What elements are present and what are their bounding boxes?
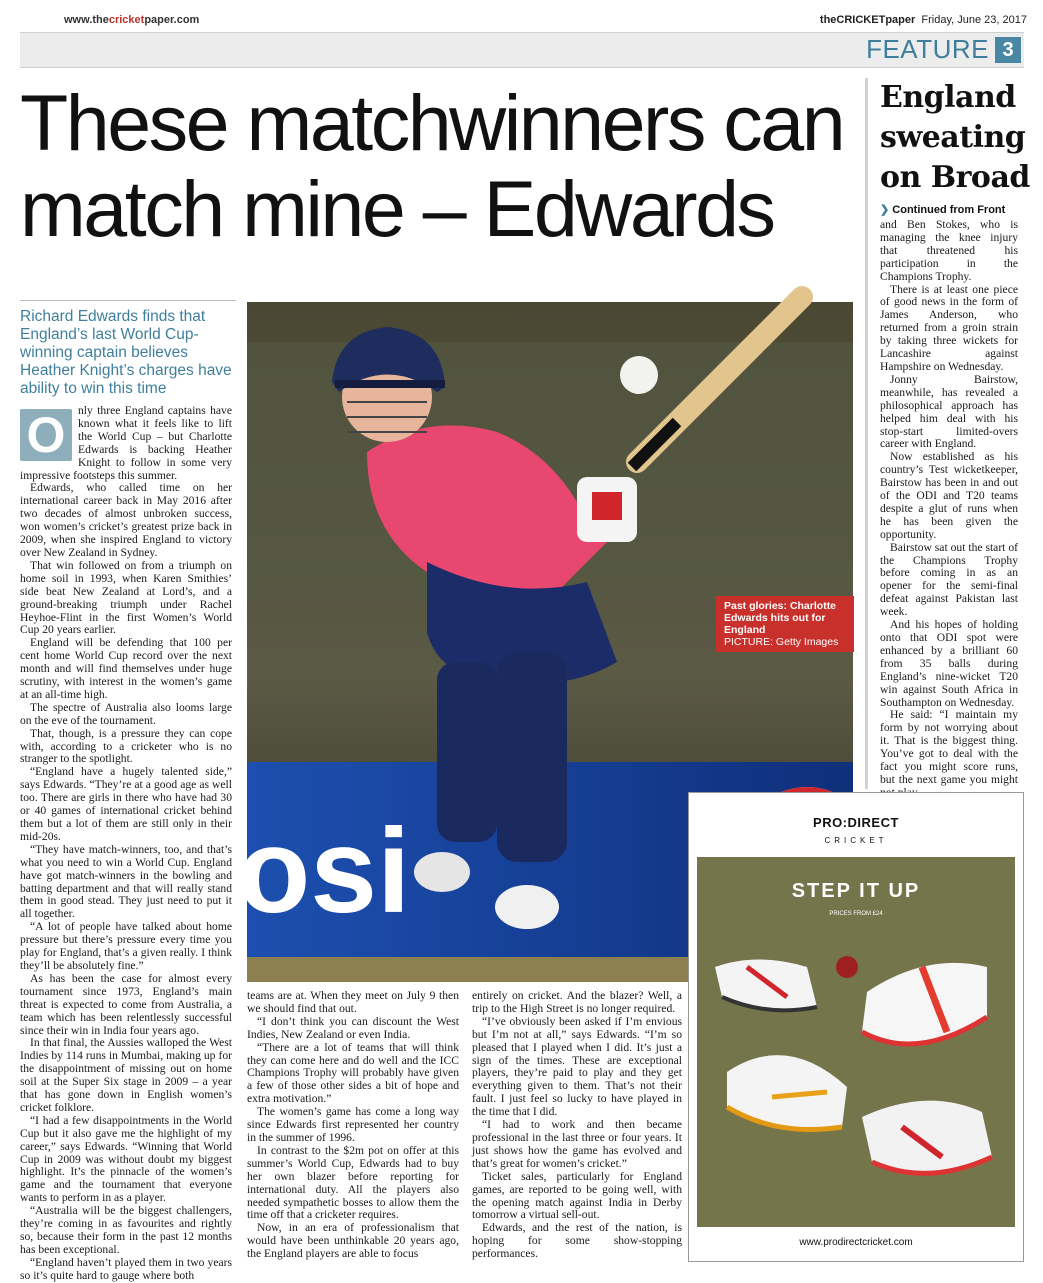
photo-credit: PICTURE: Getty Images — [724, 636, 839, 648]
paragraph: The spectre of Australia also looms large on the eve of the tournament. — [20, 700, 232, 727]
paragraph: “I had a few disappointments in the World Cup but it also gave me the highlight of my career,” says Edwards. “Winning that World Cup in 2009 was without doubt my biggest highlight. It’s the pinnacle of the women’s game and the tournament that everyone wants to perform in as a player. — [20, 1113, 232, 1205]
chevron-right-icon: ❯ — [880, 204, 890, 216]
paragraph: As has been the case for almost every tournament since 1973, England’s main threat is expected to come from Australia, a team which has been relentlessly successful since their win in India four years ago. — [20, 971, 232, 1037]
drop-cap: O — [20, 409, 72, 461]
paragraph: “England haven’t played them in two years so it’s quite hard to gauge where both — [20, 1255, 232, 1282]
article-column-3 — [472, 990, 682, 1262]
sidebar-column — [880, 219, 1018, 789]
paragraph: Now established as his country’s Test wicketkeeper, Bairstow has been in and out of the ODI and T20 teams despite a glut of runs when he has been given the opportunity. — [880, 450, 1018, 541]
paragraph: Ticket sales, particularly for England games, are reported to be going well, with the opening match against India in Derby tomorrow a virtual sell-out. — [472, 1169, 682, 1222]
paragraph: entirely on cricket. And the blazer? Well, a trip to the High Street is no longer required. — [472, 989, 682, 1015]
advert-logo: PRO:DIRECT — [813, 815, 899, 830]
paragraph: There is at least one piece of good news in the form of James Anderson, who returned from a groin strain by taking three wickets for Lancashire against Hampshire on Wednesday. — [880, 282, 1018, 373]
paragraph: “I had to work and then became professional in the last three or four years. It just shows how the game has evolved and that’s great for women’s cricket.” — [472, 1118, 682, 1170]
column-divider — [865, 78, 868, 789]
paragraph: The women’s game has come a long way since Edwards first represented her country in the summer of 1996. — [247, 1105, 459, 1144]
paragraph: In that final, the Aussies walloped the West Indies by 114 runs in Mumbai, making up for the disappointment of missing out on home soil at the Super Six stage in 2009 – a year that has gone down in English women’s cricket folklore. — [20, 1036, 232, 1114]
continued-from-front: ❯ Continued from Front — [880, 204, 1006, 216]
brand-logo: theCRICKETpaper — [819, 14, 916, 26]
sidebar-headline: England sweating on Broad — [880, 80, 1030, 195]
paragraph: teams are at. When they meet on July 9 then we should find that out. — [247, 989, 459, 1015]
paragraph: “I don’t think you can discount the West Indies, New Zealand or even India. — [247, 1014, 459, 1041]
advert-price: PRICES FROM £24 — [829, 911, 883, 917]
paragraph: Bairstow sat out the start of the Champions Trophy before coming in as an opener for the semi-final defeat against Pakistan last week. — [880, 540, 1018, 619]
paragraph: “A lot of people have talked about home pressure but there’s pressure every time you play for England, that’s a given really. I think they’ll be absolutely fine.” — [20, 920, 232, 972]
paragraph: nly three England captains have known what it feels like to lift the World Cup – but Charlotte Edwards is backing Heather Knight to follow in some very impressive footsteps this summer. — [20, 404, 232, 482]
paragraph: And his hopes of holding onto that ODI spot were enhanced by a brilliant 60 from 35 balls during England’s nine-wicket T20 win against South Africa in Southampton on Wednesday. — [880, 618, 1018, 709]
paragraph: That, though, is a pressure they can cope with, according to a cricketer who is no stranger to the spotlight. — [20, 726, 232, 766]
paragraph: “I’ve obviously been asked if I’m envious but I’m not at all,” says Edwards. “I’m so pleased that I played when I did. It’s just a sign of the times. These are exceptional players, they’re paid to play and they get everything given to them. That’s not their fault. I just feel so lucky to have played in the time that I did. — [472, 1014, 682, 1119]
paragraph: In contrast to the $2m pot on offer at this summer’s World Cup, Edwards had to buy her own blazer before reporting for international duty. All the players also needed sympathetic bosses to allow them the time off that a cricketer requires. — [247, 1143, 459, 1222]
paragraph: Now, in an era of professionalism that would have been unthinkable 20 years ago, the England players are able to focus — [247, 1221, 459, 1261]
page-number: 3 — [995, 37, 1021, 63]
issue-date: Friday, June 23, 2017 — [921, 14, 1027, 26]
paragraph: England will be defending that 100 per cent home World Cup record over the next month and will find themselves under huge scrutiny, with interest in the women’s game at an all-time high. — [20, 636, 232, 701]
photo-caption — [716, 596, 854, 652]
paragraph: “England have a hugely talented side,” says Edwards. “They’re at a good age as well too. There are girls in there who have had 30 or 40 games of international cricket behind them but a lot of them are still only in their mid-20s. — [20, 765, 232, 843]
paragraph: “There are a lot of teams that will think they can come here and do well and the ICC Champions Trophy will probably have given a few of those other sides a bit of hope and extra motivation.” — [247, 1040, 459, 1106]
shoe-shape — [862, 1101, 992, 1174]
caption-text: Past glories: Charlotte Edwards hits out for England — [724, 600, 837, 636]
advert-url[interactable]: www.prodirectcricket.com — [799, 1237, 913, 1248]
paragraph: and Ben Stokes, who is managing the knee injury that threatened his participation in the Champions Trophy. — [880, 218, 1018, 283]
advert[interactable] — [688, 792, 1024, 1262]
svg-text:osi: osi — [237, 804, 411, 938]
website-url: www.thecricketpaper.com — [64, 14, 200, 26]
standfirst: Richard Edwards finds that England’s last World Cup-winning captain believes Heather Knight’s charges have ability to win this time — [20, 300, 236, 398]
headline: These matchwinners can match mine – Edwards — [20, 78, 844, 253]
masthead-date — [820, 14, 1027, 26]
advert-image — [697, 857, 1015, 1227]
paragraph: “Australia will be the biggest challengers, they’re coming in as favourites and rightly so, because their form in the past 12 months has been exceptional. — [20, 1204, 232, 1256]
paragraph: He said: “I maintain my form by not worrying about it. That is the biggest thing. You’ve got to deal with the fact you might score runs, but the next game you might — [880, 708, 1018, 786]
paragraph: Edwards, and the rest of the nation, is hoping for some show-stopping performances. — [472, 1221, 682, 1261]
paragraph: Jonny Bairstow, meanwhile, has revealed a philosophical approach has helped him deal with his stop-start limited-overs career with England. — [880, 372, 1018, 451]
paragraph: “They have match-winners, too, and that’s what you need to win a World Cup. England have got match-winners in the bowling and batting department and that will really stand them in good stead. They just need to put it all together. — [20, 842, 232, 921]
article-column-2 — [247, 990, 459, 1262]
paragraph: Edwards, who called time on her international career back in May 2016 after two decades of almost unbroken success, won women’s cricket’s greatest prize back in 2009, when she inspired England to victory over New Zealand in Sydney. — [20, 481, 232, 559]
article-column-1 — [20, 404, 232, 1282]
advert-subtitle: CRICKET — [824, 836, 888, 845]
advert-tagline: STEP IT UP — [791, 880, 921, 902]
section-label: FEATURE — [866, 34, 989, 64]
cricket-ball-shape — [836, 956, 858, 978]
paragraph: That win followed on from a triumph on home soil in 1993, when Karen Smithies’ side beat New Zealand at Lord’s, and a ground-breaking triumph under Rachel Heyhoe-Flint in the first Women’s World Cup 20 years earlier. — [20, 558, 232, 637]
